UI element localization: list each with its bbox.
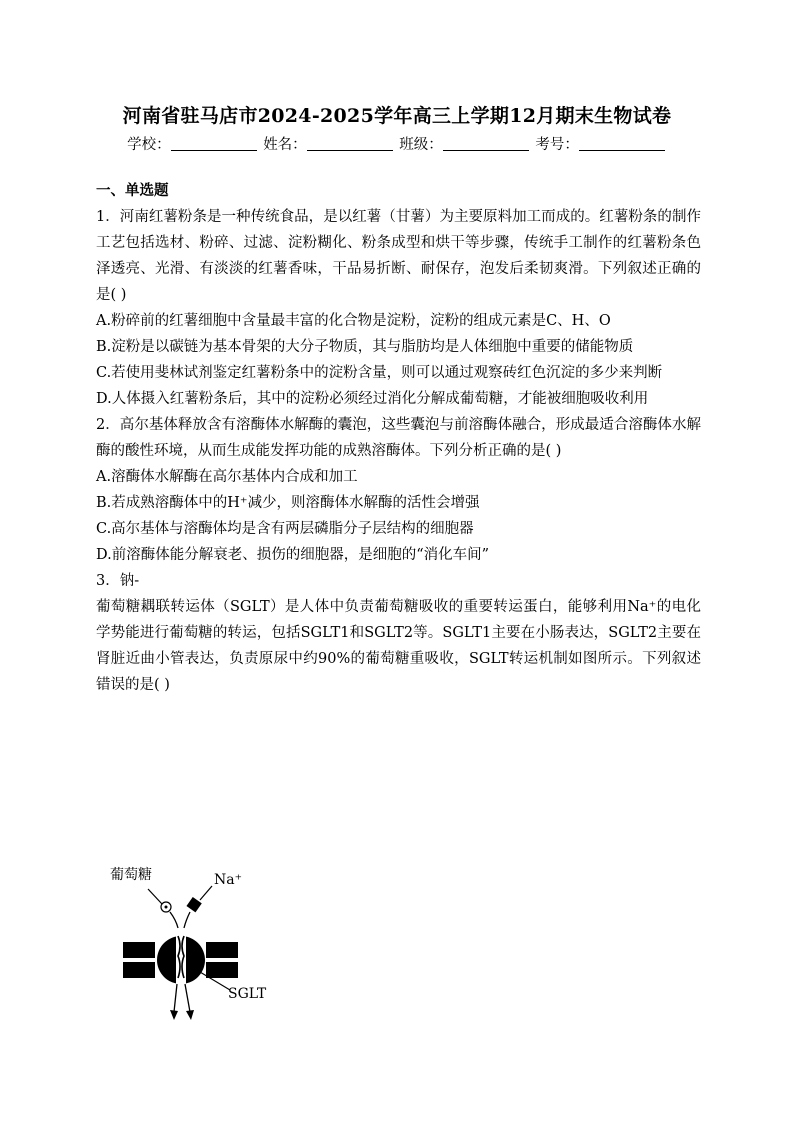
school-blank[interactable] <box>171 136 257 151</box>
question-2-option-c: C.高尔基体与溶酶体均是含有两层磷脂分子层结构的细胞器 <box>96 521 474 537</box>
question-1-option-c: C.若使用斐林试剂鉴定红薯粉条中的淀粉含量，则可以通过观察砖红色沉淀的多少来判断 <box>96 365 663 381</box>
question-2-option-b: B.若成熟溶酶体中的H⁺减少，则溶酶体水解酶的活性会增强 <box>96 495 480 511</box>
number-label: 考号： <box>535 137 579 153</box>
na-label: Na⁺ <box>214 872 242 888</box>
section-heading: 一、单选题 <box>96 182 169 199</box>
sglt-figure <box>96 862 296 1027</box>
question-1-option-d: D.人体摄入红薯粉条后，其中的淀粉必须经过消化分解成葡萄糖，才能被细胞吸收利用 <box>96 391 649 407</box>
name-label: 姓名： <box>263 137 307 153</box>
exam-content <box>96 178 701 698</box>
membrane-block-right-top <box>206 942 238 958</box>
question-2-option-d: D.前溶酶体能分解衰老、损伤的细胞器，是细胞的“消化车间” <box>96 547 490 563</box>
question-2-option-a: A.溶酶体水解酶在高尔基体内合成和加工 <box>96 469 358 485</box>
glucose-molecule-icon <box>148 889 171 912</box>
page-title: 河南省驻马店市2024-2025学年高三上学期12月期末生物试卷 <box>122 105 672 127</box>
name-blank[interactable] <box>307 136 393 151</box>
sodium-ion-icon <box>186 886 212 912</box>
membrane-block-left-bottom <box>123 962 155 978</box>
class-label: 班级： <box>399 137 443 153</box>
question-1-stem: 1．河南红薯粉条是一种传统食品，是以红薯（甘薯）为主要原料加工而成的。红薯粉条的制作工艺包括选材、粉碎、过滤、淀粉糊化、粉条成型和烘干等步骤，传统手工制作的红薯粉条色泽透亮、光滑、有淡淡的红薯香味，干品易折断、耐保存，泡发后柔韧爽滑。下列叙述正确的是( ) <box>96 209 701 303</box>
question-1-option-b: B.淀粉是以碳链为基本骨架的大分子物质，其与脂肪均是人体细胞中重要的储能物质 <box>96 339 634 355</box>
exit-arrows <box>170 984 194 1020</box>
sglt-label: SGLT <box>228 986 267 1002</box>
sglt-transporter-icon <box>157 934 205 986</box>
glucose-label: 葡萄糖 <box>110 867 152 883</box>
question-2-stem: 2．高尔基体释放含有溶酶体水解酶的囊泡，这些囊泡与前溶酶体融合，形成最适合溶酶体水解酶的酸性环境，从而生成能发挥功能的成熟溶酶体。下列分析正确的是( ) <box>96 417 701 459</box>
sglt-diagram <box>96 862 296 1027</box>
class-blank[interactable] <box>443 136 529 151</box>
student-info-line <box>0 134 794 156</box>
membrane-block-left-top <box>123 942 155 958</box>
glucose-entry-arrow <box>170 912 178 928</box>
number-blank[interactable] <box>579 136 665 151</box>
sodium-entry-arrow <box>184 912 190 928</box>
question-1-option-a: A.粉碎前的红薯细胞中含量最丰富的化合物是淀粉，淀粉的组成元素是C、H、O <box>96 313 611 329</box>
school-label: 学校： <box>127 137 171 153</box>
membrane-block-right-bottom <box>206 962 238 978</box>
question-3-stem-start: 3．钠- <box>96 573 140 589</box>
question-3-stem: 葡萄糖耦联转运体（SGLT）是人体中负责葡萄糖吸收的重要转运蛋白，能够利用Na⁺的电化学势能进行葡萄糖的转运，包括SGLT1和SGLT2等。SGLT1主要在小肠表达，SGLT2主要在肾脏近曲小管表达，负责原尿中约90%的葡萄糖重吸收，SGLT转运机制如图所示。下列叙述错误的是( ) <box>96 599 701 693</box>
